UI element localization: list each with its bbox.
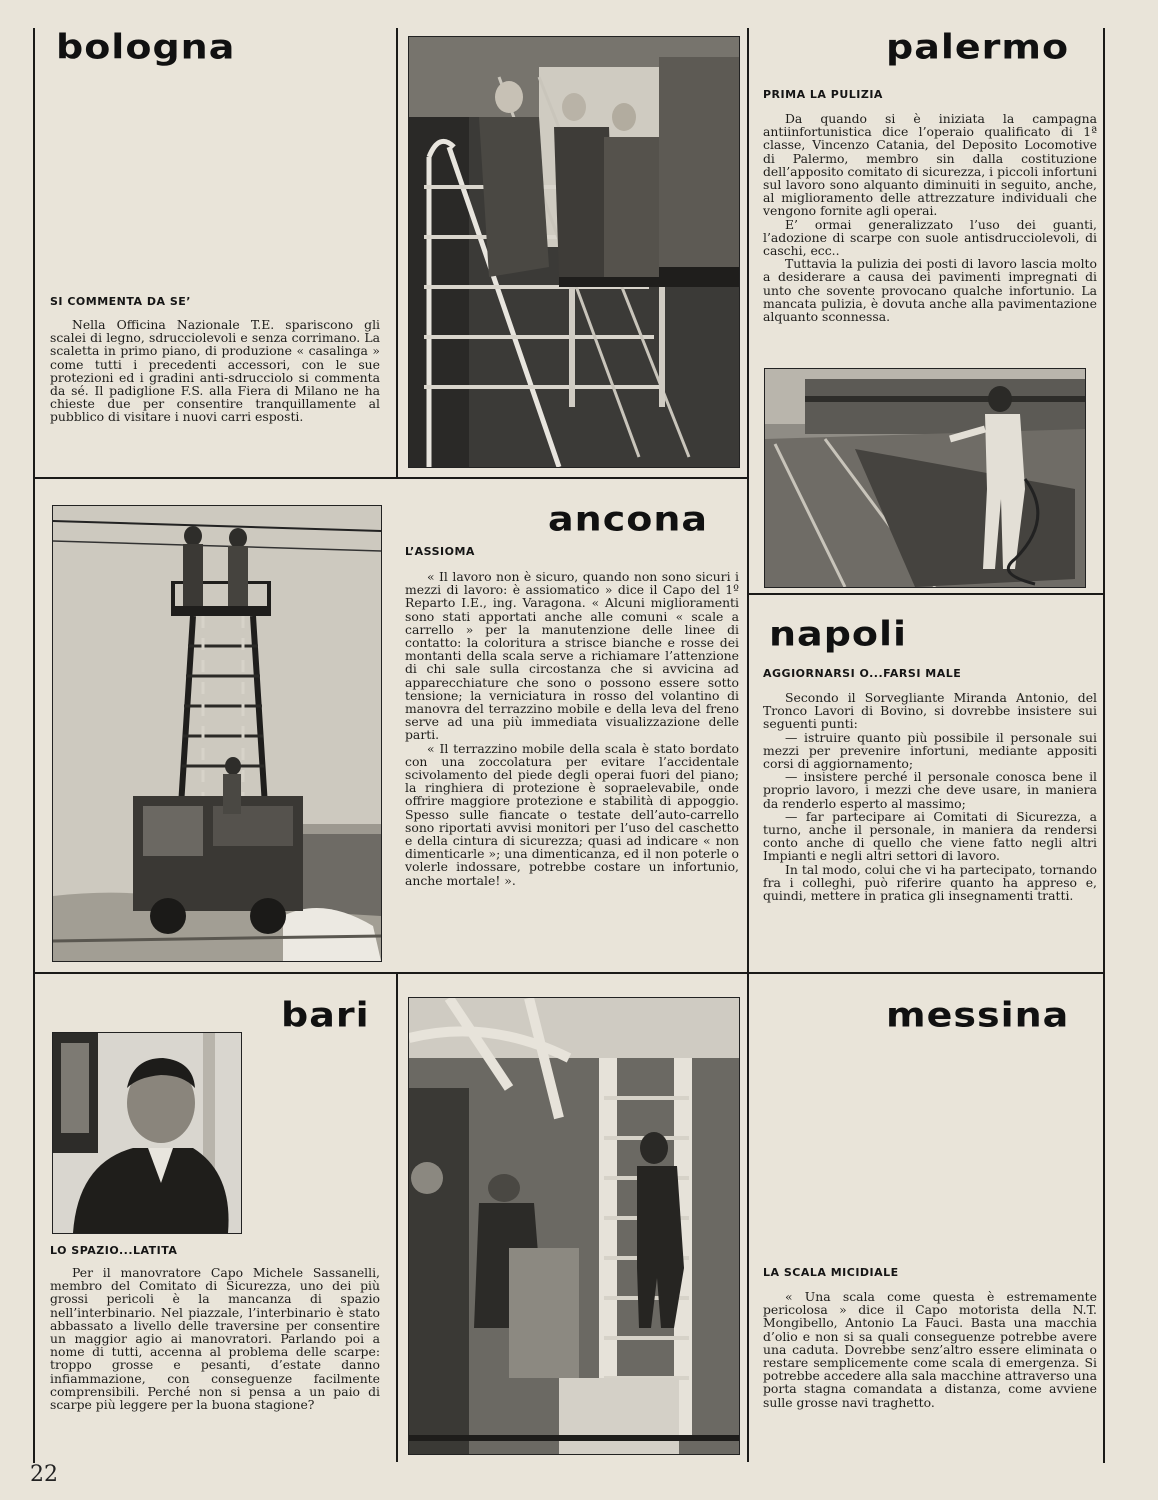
- kicker-bologna: SI COMMENTA DA SE’: [50, 295, 191, 308]
- paragraph: In tal modo, colui che vi ha partecipato, tornando fra i colleghi, può riferire quanto ha appreso e, quindi, mettere in pratica gli insegnamenti tratti.: [763, 861, 1097, 904]
- city-heading-ancona: ancona: [548, 499, 709, 539]
- body-bologna: [50, 318, 380, 424]
- photo-ladder-truck: [52, 505, 382, 962]
- paragraph: — insistere perché il personale conosca bene il proprio lavoro, i mezzi che deve usare, in maniera da renderlo esperto al massimo;: [763, 769, 1097, 811]
- kicker-bari: LO SPAZIO...LATITA: [50, 1244, 178, 1257]
- photo-workshop-staircase: [408, 36, 740, 468]
- paragraph: Da quando si è iniziata la campagna antiinfortunistica dice l’operaio qualificato di 1ª classe, Vincenzo Catania, del Deposito Locomotive di Palermo, membro sin dalla costituzione dell’apposito comitato di sicurezza, i piccoli infortuni sul lavoro sono alquanto diminuiti in seguito, anche, al miglioramento delle attrezzature individuali che vengono fornite agli operai.: [763, 111, 1097, 219]
- body-napoli: [763, 691, 1097, 902]
- rule-col1-bottom: [396, 974, 398, 1462]
- paragraph: Tuttavia la pulizia dei posti di lavoro lascia molto a desiderare a causa dei pavimenti impregnati di unto che sovente provocano qualche infortunio. La mancata pulizia, è dovuta anche alla pavimentazione alquanto sconnessa.: [763, 256, 1097, 325]
- body-ancona: [405, 570, 739, 887]
- page-number: 22: [30, 1462, 58, 1487]
- photo-engine-room-ladder: [408, 997, 740, 1455]
- paragraph: — far partecipare ai Comitati di Sicurezza, a turno, anche il personale, in maniera da rendersi conto anche di quello che viene fatto negli altri Impianti e negli altri settori di lavoro.: [763, 808, 1097, 864]
- paragraph: « Il terrazzino mobile della scala è stato bordato con una zoccolatura per evitare l’accidentale scivolamento del piede degli operai fuori del piano; la ringhiera di protezione è sopraelevabile, onde offrire maggiore protezione e stabilità di appoggio. Spesso sulle fiancate o testate dell’auto-carrello sono riportati avvisi monitori per l’uso del caschetto e della cintura di sicurezza; quasi ad indicare « non dimenticarle »; una dimenticanza, ed il non poterle o volerle indossare, potrebbe costare un infortunio, anche mortale! ».: [405, 740, 739, 888]
- city-heading-bologna: bologna: [56, 27, 236, 67]
- photo-depot-worker: [764, 368, 1086, 588]
- paragraph: « Una scala come questa è estremamente pericolosa » dice il Capo motorista della N.T. Mongibello, Antonio La Fauci. Basta una macchia d’olio e non si sa quali conseguenze potrebbe avere una caduta. Dovrebbe senz’altro essere eliminata o restare semplicemente come scala di emergenza. Si potrebbe accedere alla sala macchine attraverso una porta stagna comandata a distanza, come avviene sulle grosse navi traghetto.: [763, 1289, 1097, 1410]
- section-napoli: [749, 595, 1105, 972]
- kicker-ancona: L’ASSIOMA: [405, 545, 475, 558]
- body-messina: [763, 1290, 1097, 1409]
- city-heading-messina: messina: [886, 995, 1070, 1035]
- body-palermo: [763, 112, 1097, 323]
- photo-bari-portrait: [52, 1032, 242, 1234]
- section-messina: [749, 974, 1105, 1464]
- city-heading-napoli: napoli: [769, 614, 908, 654]
- city-heading-palermo: palermo: [886, 27, 1070, 67]
- paragraph: Per il manovratore Capo Michele Sassanelli, membro del Comitato di Sicurezza, uno dei più grossi pericoli è la mancanza di spazio nell’interbinario. Nel piazzale, l’interbinario è stato abbassato a livello delle traversine per consentire un maggior agio ai manovratori. Parlando poi a nome di tutti, accenna al problema delle scarpe: troppo grosse e pesanti, d’estate danno infiammazione, con conseguenze facilmente comprensibili. Perché non si pensa a un paio di scarpe più leggere per la buona stagione?: [50, 1265, 380, 1413]
- body-bari: [50, 1266, 380, 1411]
- paragraph: Secondo il Sorvegliante Miranda Antonio, del Tronco Lavori di Bovino, si dovrebbe insistere sui seguenti punti:: [763, 690, 1097, 732]
- paragraph: — istruire quanto più possibile il personale sui mezzi per prevenire infortuni, mediante appositi corsi di aggiornamento;: [763, 729, 1097, 772]
- kicker-napoli: AGGIORNARSI O...FARSI MALE: [763, 667, 962, 680]
- section-bologna: [0, 0, 400, 478]
- city-heading-bari: bari: [281, 995, 370, 1035]
- kicker-palermo: PRIMA LA PULIZIA: [763, 88, 883, 101]
- kicker-messina: LA SCALA MICIDIALE: [763, 1266, 899, 1279]
- paragraph: « Il lavoro non è sicuro, quando non sono sicuri i mezzi di lavoro: è assiomatico » dice il Capo del 1º Reparto I.E., ing. Varagona. « Alcuni miglioramenti sono stati apportati anche alle comuni « scale a carrello » per la manutenzione delle linee di contatto: la coloritura a strisce bianche e rosse dei montanti della scala serve a richiamare l’attenzione di chi sale sulla circostanza che si avvicina ad apparecchiature che sono o possono essere sotto tensione; la verniciatura in rosso del volantino di manovra del terrazzino mobile e della leva del freno serve ad una più immediata visualizzazione delle parti.: [405, 569, 739, 743]
- paragraph: Nella Officina Nazionale T.E. spariscono gli scalei di legno, sdrucciolevoli e senza corrimano. La scaletta in primo piano, di produzione « casalinga » come tutti i precedenti accessori, con le sue protezioni ed i gradini anti-sdrucciolo si commenta da sé. Il padiglione F.S. alla Fiera di Milano ne ha chieste due per consentire tranquillamente al pubblico di visitare i nuovi carri esposti.: [50, 317, 380, 425]
- paragraph: E’ ormai generalizzato l’uso dei guanti, l’adozione di scarpe con suole antisdrucciolevoli, di caschi, ecc..: [763, 216, 1097, 259]
- section-ancona: [392, 478, 749, 972]
